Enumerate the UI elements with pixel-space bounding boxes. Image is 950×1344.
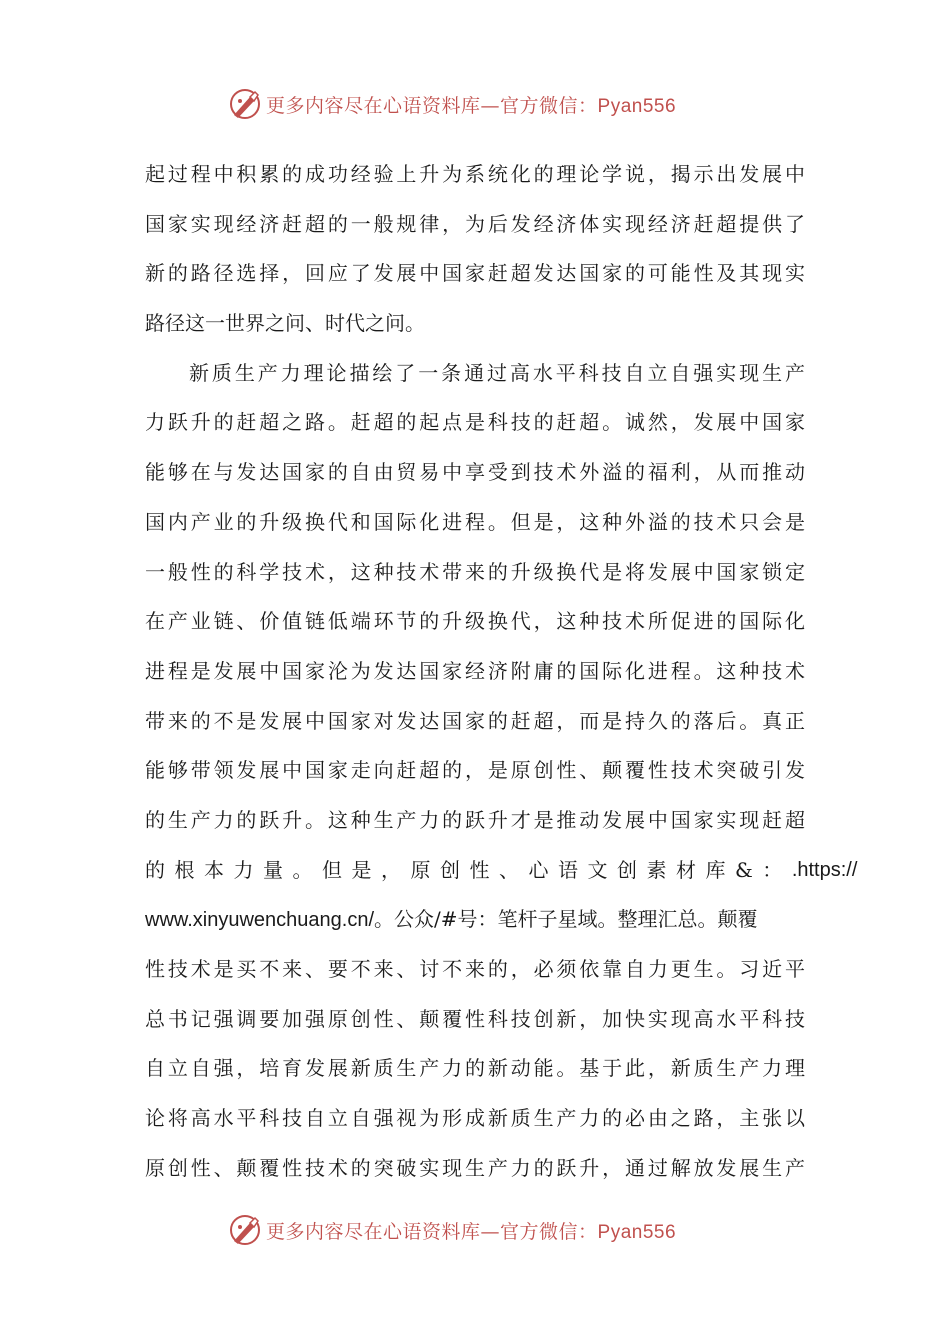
text-line: 带来的不是发展中国家对发达国家的赶超，而是持久的落后。真正 xyxy=(145,708,805,733)
text-line: 能够带领发展中国家走向赶超的，是原创性、颠覆性技术突破引发 xyxy=(145,758,805,783)
text-line: 起过程中积累的成功经验上升为系统化的理论学说，揭示出发展中 xyxy=(145,162,805,186)
url-text: www.xinyuwenchuang.cn/ xyxy=(145,909,375,932)
paragraph-start-line: 新质生产力理论描绘了一条通过高水平科技自立自强实现生产 xyxy=(189,360,805,385)
text-line: 论将高水平科技自立自强视为形成新质生产力的必由之路，主张以 xyxy=(145,1106,805,1131)
text-line: 能够在与发达国家的自由贸易中享受到技术外溢的福利，从而推动 xyxy=(145,460,805,485)
text-line: 路径这一世界之问、时代之问。 xyxy=(145,311,425,336)
header-banner xyxy=(0,84,950,124)
footer-banner xyxy=(0,1210,950,1250)
url-fragment: .https:// xyxy=(791,858,858,881)
pen-logo-icon xyxy=(228,1213,262,1247)
text-line: 国家实现经济赶超的一般规律，为后发经济体实现经济赶超提供了 xyxy=(145,211,805,236)
text-segment: 的根本力量。但是，原创性、心语文创素材库&： xyxy=(145,857,792,882)
text-line: 新的路径选择，回应了发展中国家赶超发达国家的可能性及其现实 xyxy=(145,261,805,286)
text-line: 力跃升的赶超之路。赶超的起点是科技的赶超。诚然，发展中国家 xyxy=(145,410,805,435)
text-line xyxy=(145,846,858,896)
banner-text: 更多内容尽在心语资料库—官方微信：Pyan556 xyxy=(266,94,677,117)
text-line: 性技术是买不来、要不来、讨不来的，必须依靠自力更生。习近平 xyxy=(145,957,805,981)
document-body xyxy=(145,150,858,1193)
text-line: 总书记强调要加强原创性、颠覆性科技创新，加快实现高水平科技 xyxy=(145,1006,805,1031)
text-line: 国内产业的升级换代和国际化进程。但是，这种外溢的技术只会是 xyxy=(145,509,805,534)
banner-text: 更多内容尽在心语资料库—官方微信：Pyan556 xyxy=(266,1220,677,1243)
text-line: 一般性的科学技术，这种技术带来的升级换代是将发展中国家锁定 xyxy=(145,559,805,584)
text-line: 自立自强，培育发展新质生产力的新动能。基于此，新质生产力理 xyxy=(145,1056,805,1081)
text-line: 进程是发展中国家沦为发达国家经济附庸的国际化进程。这种技术 xyxy=(145,658,805,683)
pen-logo-icon xyxy=(228,87,262,121)
text-line xyxy=(145,895,805,945)
text-line: 在产业链、价值链低端环节的升级换代，这种技术所促进的国际化 xyxy=(145,609,805,634)
text-line: 原创性、颠覆性技术的突破实现生产力的跃升，通过解放发展生产 xyxy=(145,1155,805,1180)
text-line: 的生产力的跃升。这种生产力的跃升才是推动发展中国家实现赶超 xyxy=(145,807,805,832)
text-segment: 。公众/#号：笔杆子星域。整理汇总。颠覆 xyxy=(374,907,758,932)
